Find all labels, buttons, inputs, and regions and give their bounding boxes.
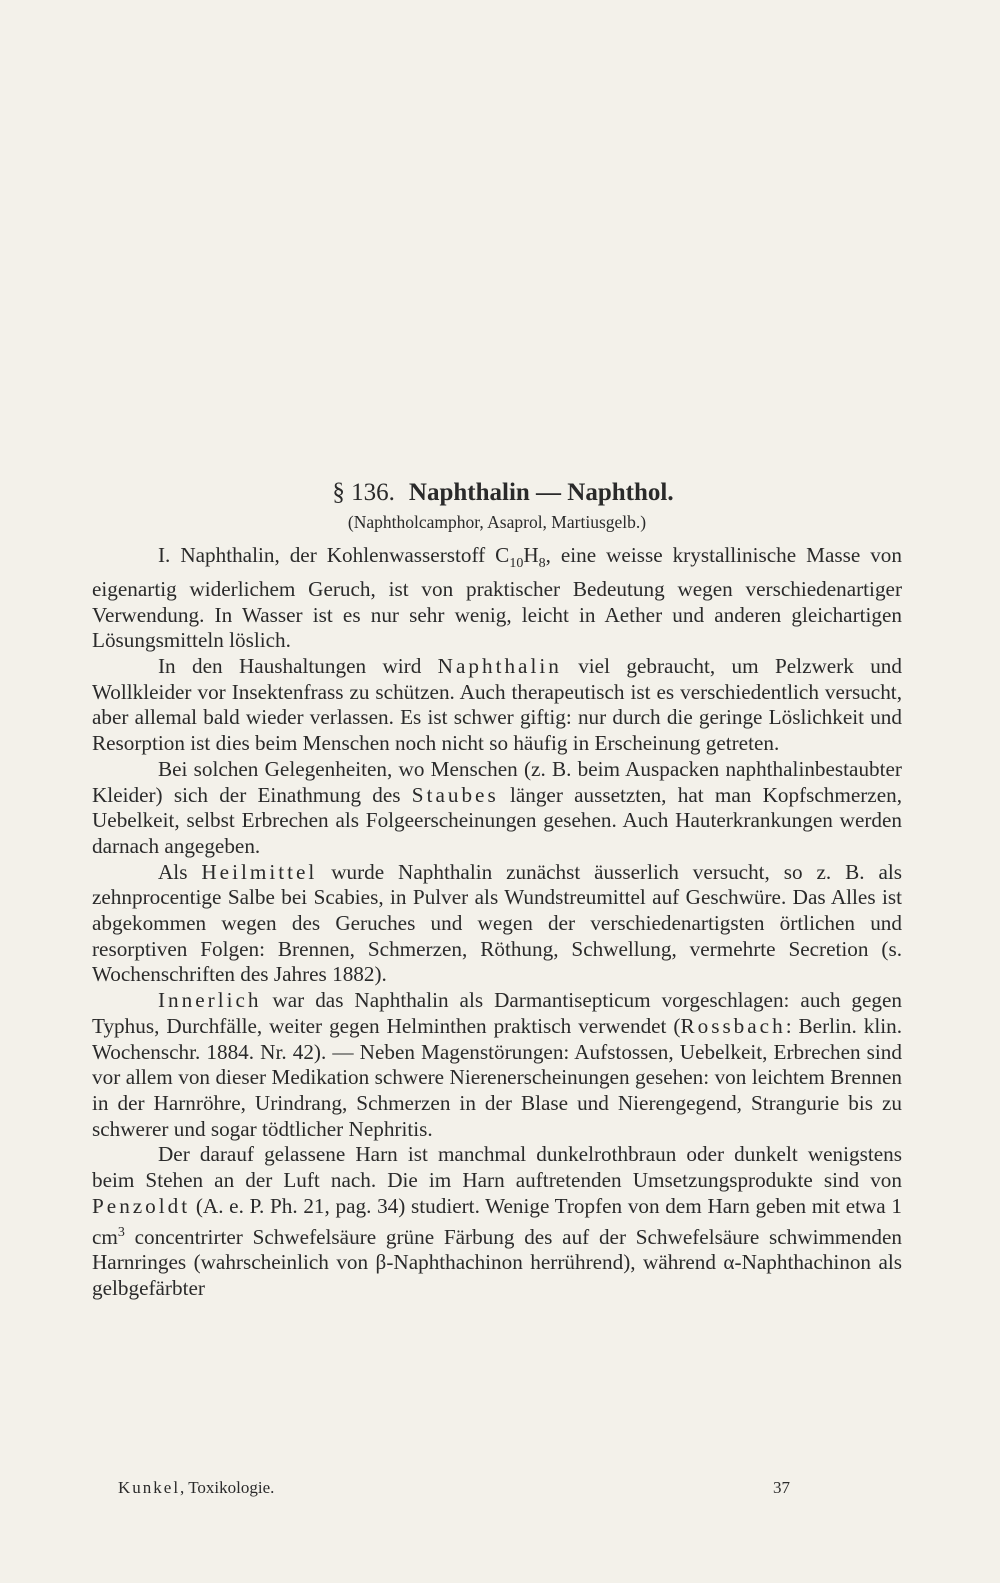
footer-book: , Toxikologie.: [180, 1478, 275, 1497]
spaced-emphasis: Heilmittel: [201, 859, 318, 884]
paragraph-2: [92, 654, 902, 757]
page-body: [92, 478, 902, 1302]
spaced-emphasis: Innerlich: [158, 988, 262, 1013]
paragraph-text: I. Naphthalin, der Kohlenwasserstoff C: [158, 543, 510, 567]
subscript: 8: [538, 556, 546, 572]
section-subtitle: (Naphtholcamphor, Asaprol, Martiusgelb.): [347, 512, 647, 532]
superscript: 3: [117, 1224, 125, 1240]
spaced-emphasis: Staubes: [411, 782, 499, 807]
section-number: § 136.: [332, 479, 395, 506]
footer-author: [118, 1478, 274, 1498]
paragraph-text: (A. e. P. Ph. 21, pag. 34) studiert. Wenige Tropfen von dem Harn geben mit etwa 1 cm: [92, 1193, 902, 1249]
paragraph-1: [92, 543, 902, 654]
paragraph-text: Der darauf gelassene Harn ist manchmal dunkelrothbraun oder dunkelt wenigstens beim Stehen an der Luft nach. Die im Harn auftretenden Umsetzungsprodukte sind von: [92, 1142, 902, 1193]
spaced-emphasis: Rossbach: [680, 1013, 786, 1038]
footer-signature: 37: [773, 1478, 790, 1497]
paragraph-text: war das Naphthalin als Darmantisepticum vorgeschlagen: auch gegen Typhus, Durchfälle, weiter gegen Helminthen praktisch verwendet (: [92, 988, 902, 1038]
paragraph-text: länger aussetzten, hat man Kopfschmerzen, Uebelkeit, selbst Erbrechen als Folgeerscheinungen gesehen. Auch Hauterkrankungen werden darnach angegeben.: [92, 782, 902, 858]
paragraph-4: [92, 860, 902, 989]
footer-author-name: Kunkel: [118, 1478, 181, 1497]
paragraph-text: Als: [158, 859, 202, 884]
section-heading: [92, 478, 902, 508]
section-title: Naphthalin — Naphthol.: [408, 479, 674, 506]
paragraph-text: In den Haushaltungen wird: [158, 654, 438, 679]
spaced-emphasis: Naphthalin: [437, 654, 562, 679]
paragraph-text: concentrirter Schwefelsäure grüne Färbung des auf der Schwefelsäure schwimmenden Harnringes (wahrscheinlich von β-Naphthachinon herrührend), während α-Naphthachinon als gelbgefärbter: [92, 1224, 902, 1300]
page-footer: [118, 1478, 790, 1498]
paragraph-6: [92, 1142, 902, 1301]
paragraph-text: : Berlin. klin. Wochenschr. 1884. Nr. 42). — Neben Magenstörungen: Aufstossen, Uebelkeit, Erbrechen sind vor allem von dieser Medikation schwere Nierenerscheinungen gesehen: von leichtem Brennen in der Harnröhre, Urindrang, Schmerzen in der Blase und Nierengegend, Strangurie bis zu schwerer und sogar tödtlicher Nephritis.: [92, 1013, 902, 1141]
paragraph-text: , eine weisse krystallinische Masse von eigenartig widerlichem Geruch, ist von praktischer Bedeutung wegen verschiedenartiger Verwendung. In Wasser ist es nur sehr wenig, leicht in Aether und anderen gleichartigen Lösungsmitteln löslich.: [92, 543, 902, 653]
subscript: 10: [509, 556, 524, 572]
paragraph-text: wurde Naphthalin zunächst äusserlich versucht, so z. B. als zehnprocentige Salbe bei Scabies, in Pulver als Wundstreumittel auf Geschwüre. Das Alles ist abgekommen wegen des Geruches und wegen der verschiedenartigsten örtlichen und resorptiven Folgen: Brennen, Schmerzen, Röthung, Schwellung, vermehrte Secretion (s. Wochenschriften des Jahres 1882).: [92, 859, 903, 987]
paragraph-text: viel gebraucht, um Pelzwerk und Wollkleider vor Insektenfrass zu schützen. Auch therapeutisch ist es verschiedentlich versucht, aber allemal bald wieder verlassen. Es ist schwer giftig: nur durch die geringe Löslichkeit und Resorption ist dies beim Menschen noch nicht so häufig in Erscheinung getreten.: [92, 654, 902, 756]
spaced-emphasis: Penzoldt: [92, 1193, 191, 1218]
paragraph-3: [92, 757, 902, 860]
paragraph-text: Bei solchen Gelegenheiten, wo Menschen (z. B. beim Auspacken naphthalinbestaubter Kleider) sich der Einathmung des: [92, 756, 902, 807]
paragraph-text: H: [523, 543, 539, 567]
paragraph-5: [92, 988, 902, 1142]
